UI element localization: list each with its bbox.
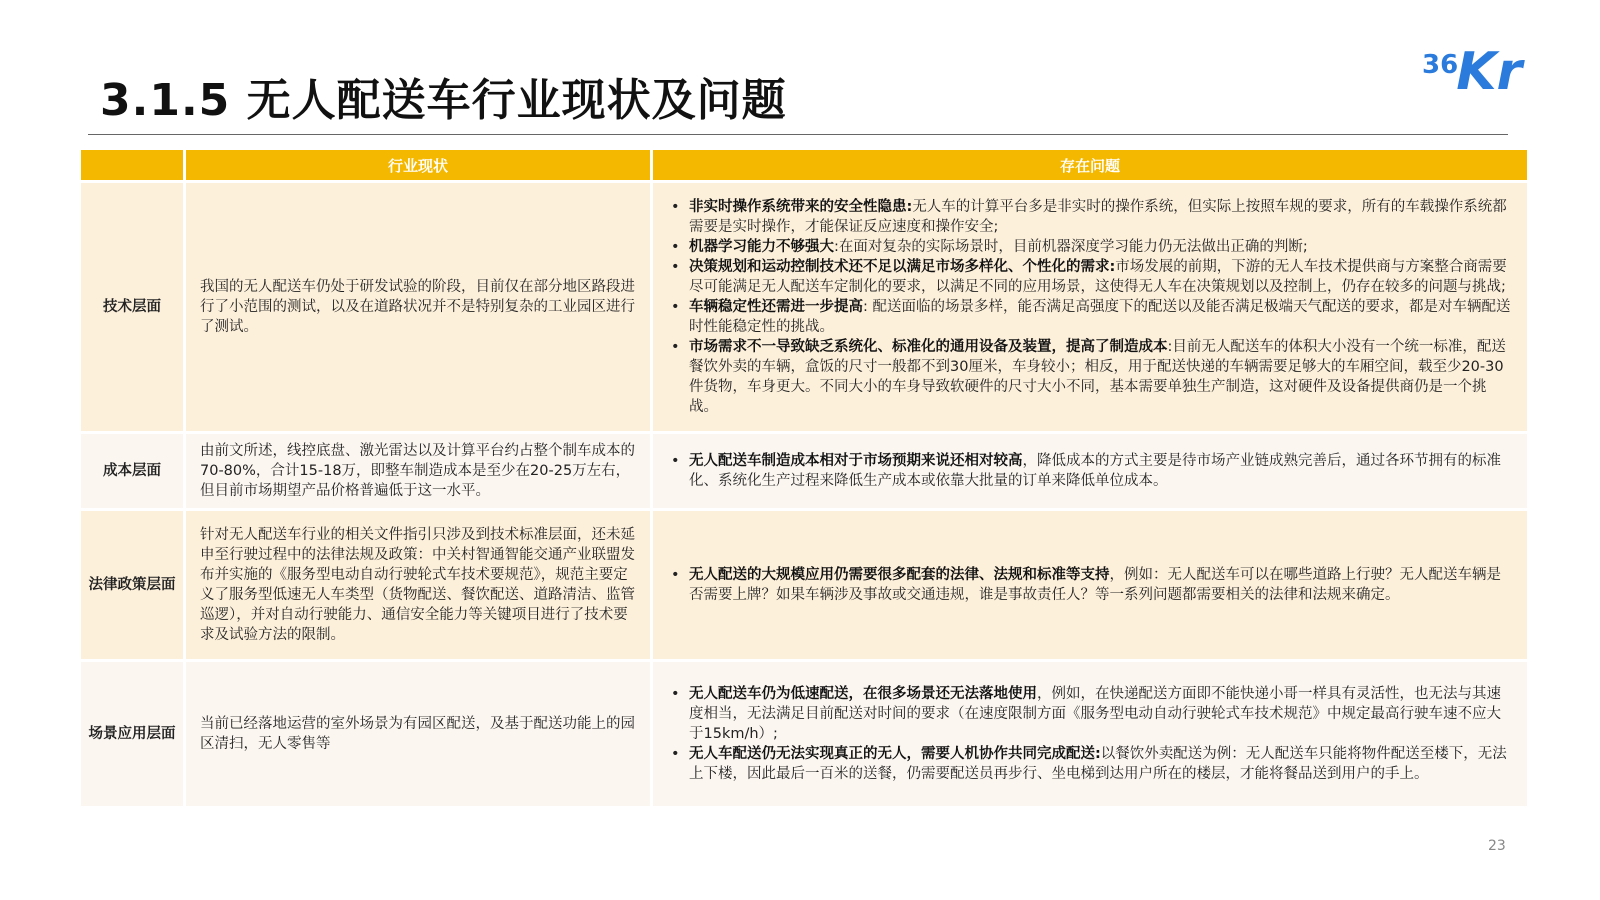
issue-text: :目前无人配送车的体积大小没有一个统一标准，配送餐饮外卖的车辆，盒饭的尺寸一般都不到30厘米，车身较小；相反，用于配送快递的车辆需要足够大的车厢空间，载至少20-30件货物，车身更大。不同大小的车身导致软硬件的尺寸大小不同，基本需要单独生产制造，这对硬件及设备提供商仍是一个挑战。	[689, 339, 1506, 415]
list-item	[689, 337, 1515, 417]
page-title: 3.1.5 无人配送车行业现状及问题	[100, 75, 787, 126]
issue-heading: 非实时操作系统带来的安全性隐患:	[689, 199, 913, 215]
issue-heading: 无人配送的大规模应用仍需要很多配套的法律、法规和标准等支持	[689, 567, 1110, 583]
table-row	[81, 183, 1527, 431]
page-number: 23	[1488, 838, 1506, 854]
issue-text: 无人车的计算平台多是非实时的操作系统，但实际上按照车规的要求，所有的车载操作系统都需要是实时操作，才能保证反应速度和操作安全;	[689, 199, 1507, 235]
list-item	[689, 451, 1515, 491]
issues-list	[663, 197, 1515, 417]
36kr-logo	[1422, 42, 1523, 102]
issue-heading: 市场需求不一导致缺乏系统化、标准化的通用设备及装置，提高了制造成本	[689, 339, 1168, 355]
list-item	[689, 744, 1515, 784]
issue-heading: 车辆稳定性还需进一步提高	[689, 299, 863, 315]
header-cell-empty	[81, 150, 183, 180]
industry-table	[78, 147, 1530, 809]
table-header-row	[81, 150, 1527, 180]
title-divider	[88, 134, 1508, 135]
issue-text: : 配送面临的场景多样，能否满足高强度下的配送以及能否满足极端天气配送的要求，都是对车辆配送时性能稳定性的挑战。	[689, 299, 1511, 335]
issues-cell	[653, 511, 1527, 659]
header-cell-status: 行业现状	[186, 150, 650, 180]
issues-cell	[653, 434, 1527, 508]
row-label: 成本层面	[81, 434, 183, 508]
issue-heading: 无人车配送仍无法实现真正的无人，需要人机协作共同完成配送:	[689, 746, 1101, 762]
row-label: 场景应用层面	[81, 662, 183, 806]
issue-text: ，例如，在快递配送方面即不能快递小哥一样具有灵活性，也无法与其速度相当，无法满足目前配送对时间的要求（在速度限制方面《服务型电动自动行驶轮式车技术规范》中规定最高行驶车速不应大于15km/h）;	[689, 686, 1501, 742]
issue-heading: 机器学习能力不够强大	[689, 239, 834, 255]
list-item	[689, 297, 1515, 337]
header-cell-issues: 存在问题	[653, 150, 1527, 180]
status-cell: 当前已经落地运营的室外场景为有园区配送，及基于配送功能上的园区清扫，无人零售等	[186, 662, 650, 806]
issues-cell	[653, 662, 1527, 806]
logo-number: 36	[1422, 50, 1459, 80]
issue-text: ，例如：无人配送车可以在哪些道路上行驶？无人配送车辆是否需要上牌？如果车辆涉及事故或交通违规，谁是事故责任人？等一系列问题都需要相关的法律和法规来确定。	[689, 567, 1501, 603]
logo-kr: Kr	[1456, 42, 1523, 102]
issues-list	[663, 684, 1515, 784]
issue-heading: 决策规划和运动控制技术还不足以满足市场多样化、个性化的需求:	[689, 259, 1116, 275]
row-label: 法律政策层面	[81, 511, 183, 659]
issue-heading: 无人配送车制造成本相对于市场预期来说还相对较高	[689, 453, 1023, 469]
issues-cell	[653, 183, 1527, 431]
list-item	[689, 197, 1515, 237]
issues-list	[663, 451, 1515, 491]
issue-text: :在面对复杂的实际场景时，目前机器深度学习能力仍无法做出正确的判断;	[834, 239, 1308, 255]
list-item	[689, 257, 1515, 297]
list-item	[689, 684, 1515, 744]
table-row	[81, 511, 1527, 659]
table-row	[81, 662, 1527, 806]
list-item	[689, 565, 1515, 605]
issue-heading: 无人配送车仍为低速配送，在很多场景还无法落地使用	[689, 686, 1037, 702]
status-cell: 针对无人配送车行业的相关文件指引只涉及到技术标准层面，还未延申至行驶过程中的法律法规及政策：中关村智通智能交通产业联盟发布并实施的《服务型电动自动行驶轮式车技术要规范》，规范主要定义了服务型低速无人车类型（货物配送、餐饮配送、道路清洁、监管巡逻），并对自动行驶能力、通信安全能力等关键项目进行了技术要求及试验方法的限制。	[186, 511, 650, 659]
status-cell: 我国的无人配送车仍处于研发试验的阶段，目前仅在部分地区路段进行了小范围的测试，以及在道路状况并不是特别复杂的工业园区进行了测试。	[186, 183, 650, 431]
list-item	[689, 237, 1515, 257]
issue-text: 市场发展的前期，下游的无人车技术提供商与方案整合商需要尽可能满足无人配送车定制化的要求，以满足不同的应用场景，这使得无人车在决策规划以及控制上，仍存在较多的问题与挑战;	[689, 259, 1507, 295]
issue-text: 以餐饮外卖配送为例：无人配送车只能将物件配送至楼下，无法上下楼，因此最后一百米的送餐，仍需要配送员再步行、坐电梯到达用户所在的楼层，才能将餐品送到用户的手上。	[689, 746, 1507, 782]
row-label: 技术层面	[81, 183, 183, 431]
issues-list	[663, 565, 1515, 605]
issue-text: ，降低成本的方式主要是待市场产业链成熟完善后，通过各环节拥有的标准化、系统化生产过程来降低生产成本或依靠大批量的订单来降低单位成本。	[689, 453, 1501, 489]
table-row	[81, 434, 1527, 508]
status-cell: 由前文所述，线控底盘、激光雷达以及计算平台约占整个制车成本的70-80%，合计15-18万，即整车制造成本是至少在20-25万左右，但目前市场期望产品价格普遍低于这一水平。	[186, 434, 650, 508]
